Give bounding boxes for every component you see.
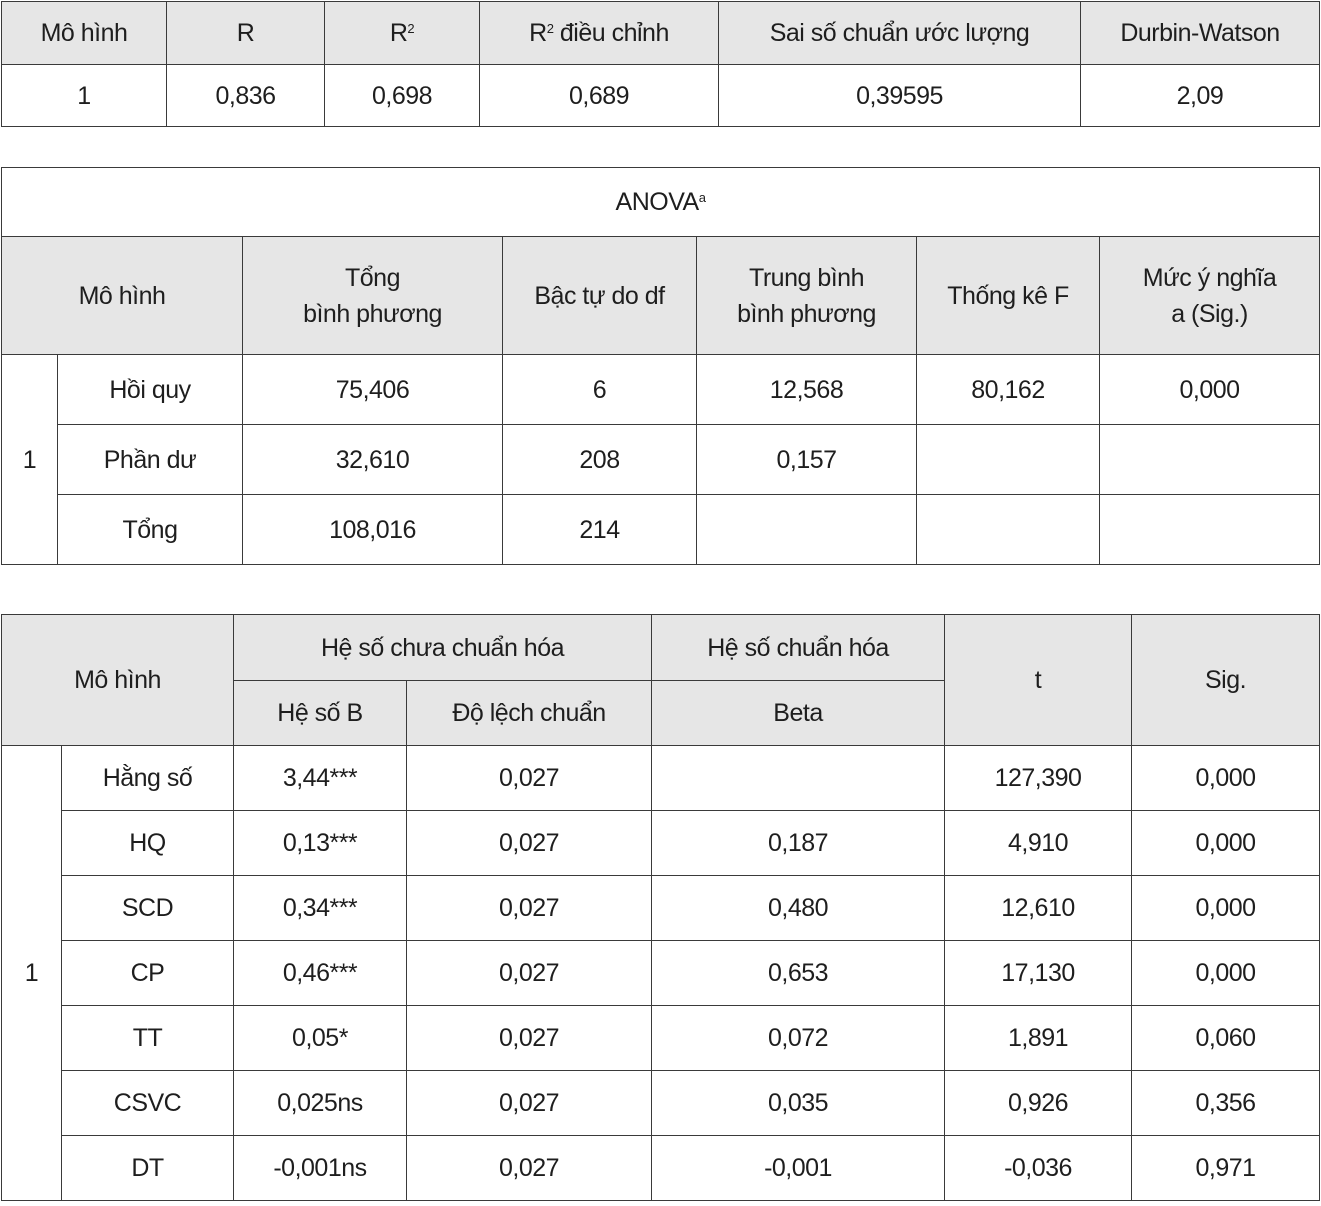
coefficient-row (2, 811, 1320, 876)
sum-squares-line2: bình phương (303, 299, 442, 328)
anova-sum-squares: 75,406 (243, 355, 503, 425)
anova-header-sum-squares (243, 237, 503, 355)
anova-f (917, 425, 1100, 495)
coef-variable: Hằng số (62, 746, 234, 811)
cell-durbin-watson: 2,09 (1081, 65, 1320, 127)
coef-model-number: 1 (2, 746, 62, 1201)
coef-header-b: Hệ số B (234, 681, 407, 746)
model-summary-table (1, 1, 1320, 127)
coef-header-beta: Beta (652, 681, 945, 746)
anova-header-model: Mô hình (2, 237, 243, 355)
coef-t: 1,891 (945, 1006, 1132, 1071)
coef-sig: 0,000 (1132, 746, 1320, 811)
coefficient-row (2, 746, 1320, 811)
coef-header-unstandardized: Hệ số chưa chuẩn hóa (234, 615, 652, 681)
anova-sum-squares: 32,610 (243, 425, 503, 495)
coef-sig: 0,000 (1132, 811, 1320, 876)
anova-header-f: Thống kê F (917, 237, 1100, 355)
coefficient-row (2, 1071, 1320, 1136)
coef-std-error: 0,027 (407, 811, 652, 876)
coef-sig: 0,000 (1132, 941, 1320, 1006)
sum-squares-line1: Tổng (345, 263, 400, 292)
anova-title (2, 168, 1320, 237)
model-summary-data-row (2, 65, 1320, 127)
anova-df: 6 (503, 355, 697, 425)
coef-header-std-dev: Độ lệch chuẩn (407, 681, 652, 746)
coef-b: -0,001ns (234, 1136, 407, 1201)
coef-beta: 0,480 (652, 876, 945, 941)
coef-header-t: t (945, 615, 1132, 746)
anova-row-label: Tổng (58, 495, 243, 565)
coef-b: 3,44*** (234, 746, 407, 811)
anova-sig: 0,000 (1100, 355, 1320, 425)
coef-sig: 0,356 (1132, 1071, 1320, 1136)
anova-row-label: Phần dư (58, 425, 243, 495)
anova-model-number: 1 (2, 355, 58, 565)
coefficients-table (1, 614, 1320, 1201)
anova-row (2, 355, 1320, 425)
header-std-error: Sai số chuẩn ước lượng (719, 2, 1081, 65)
anova-title-row (2, 168, 1320, 237)
anova-header-sig (1100, 237, 1320, 355)
coef-t: -0,036 (945, 1136, 1132, 1201)
anova-row-label: Hồi quy (58, 355, 243, 425)
coef-std-error: 0,027 (407, 1006, 652, 1071)
coefficient-row (2, 941, 1320, 1006)
coef-b: 0,05* (234, 1006, 407, 1071)
coefficient-row (2, 1006, 1320, 1071)
coefficient-row (2, 1136, 1320, 1201)
coef-t: 4,910 (945, 811, 1132, 876)
header-model: Mô hình (2, 2, 167, 65)
coef-b: 0,34*** (234, 876, 407, 941)
coef-variable: TT (62, 1006, 234, 1071)
mean-square-line1: Trung bình (749, 263, 864, 292)
anova-row (2, 495, 1320, 565)
coef-variable: SCD (62, 876, 234, 941)
anova-f: 80,162 (917, 355, 1100, 425)
header-durbin-watson: Durbin-Watson (1081, 2, 1320, 65)
coef-t: 17,130 (945, 941, 1132, 1006)
coef-std-error: 0,027 (407, 1136, 652, 1201)
coef-t: 12,610 (945, 876, 1132, 941)
coefficient-row (2, 876, 1320, 941)
cell-r: 0,836 (167, 65, 325, 127)
header-r-squared-sup: 2 (407, 21, 415, 36)
coef-t: 127,390 (945, 746, 1132, 811)
coef-header-sig: Sig. (1132, 615, 1320, 746)
anova-sig (1100, 495, 1320, 565)
mean-square-line2: bình phương (737, 299, 876, 328)
coef-variable: CSVC (62, 1071, 234, 1136)
header-adj-r2-rest: điều chỉnh (553, 19, 669, 47)
anova-row (2, 425, 1320, 495)
header-adjusted-r-squared (480, 2, 719, 65)
anova-mean-square: 12,568 (697, 355, 917, 425)
coef-t: 0,926 (945, 1071, 1132, 1136)
header-adj-r2-sup: 2 (546, 21, 554, 36)
coef-header-standardized: Hệ số chuẩn hóa (652, 615, 945, 681)
cell-model: 1 (2, 65, 167, 127)
coefficients-header-row-1 (2, 615, 1320, 681)
coef-beta: 0,035 (652, 1071, 945, 1136)
anova-header-row (2, 237, 1320, 355)
coef-variable: HQ (62, 811, 234, 876)
coef-std-error: 0,027 (407, 1071, 652, 1136)
sig-line1: Mức ý nghĩa (1142, 263, 1277, 292)
anova-header-df: Bậc tự do df (503, 237, 697, 355)
cell-std-error: 0,39595 (719, 65, 1081, 127)
coef-sig: 0,060 (1132, 1006, 1320, 1071)
header-adj-r2-base: R (529, 19, 547, 47)
header-r: R (167, 2, 325, 65)
sig-line2: a (Sig.) (1171, 299, 1248, 328)
anova-f (917, 495, 1100, 565)
coef-b: 0,13*** (234, 811, 407, 876)
coef-std-error: 0,027 (407, 941, 652, 1006)
anova-title-sup: a (698, 190, 706, 205)
anova-mean-square: 0,157 (697, 425, 917, 495)
anova-df: 214 (503, 495, 697, 565)
coef-beta: 0,187 (652, 811, 945, 876)
anova-mean-square (697, 495, 917, 565)
anova-df: 208 (503, 425, 697, 495)
coef-beta: -0,001 (652, 1136, 945, 1201)
coef-beta: 0,072 (652, 1006, 945, 1071)
cell-r-squared: 0,698 (325, 65, 480, 127)
model-summary-header-row (2, 2, 1320, 65)
anova-sig (1100, 425, 1320, 495)
anova-table (1, 167, 1320, 565)
header-r-squared (325, 2, 480, 65)
coef-header-model: Mô hình (2, 615, 234, 746)
coef-sig: 0,000 (1132, 876, 1320, 941)
anova-sum-squares: 108,016 (243, 495, 503, 565)
coef-beta (652, 746, 945, 811)
coef-std-error: 0,027 (407, 876, 652, 941)
coef-std-error: 0,027 (407, 746, 652, 811)
coef-variable: DT (62, 1136, 234, 1201)
coef-b: 0,025ns (234, 1071, 407, 1136)
cell-adjusted-r-squared: 0,689 (480, 65, 719, 127)
coef-b: 0,46*** (234, 941, 407, 1006)
coef-sig: 0,971 (1132, 1136, 1320, 1201)
anova-title-main: ANOVA (615, 188, 699, 216)
anova-header-mean-square (697, 237, 917, 355)
header-r-squared-base: R (389, 19, 408, 47)
coef-variable: CP (62, 941, 234, 1006)
coef-beta: 0,653 (652, 941, 945, 1006)
